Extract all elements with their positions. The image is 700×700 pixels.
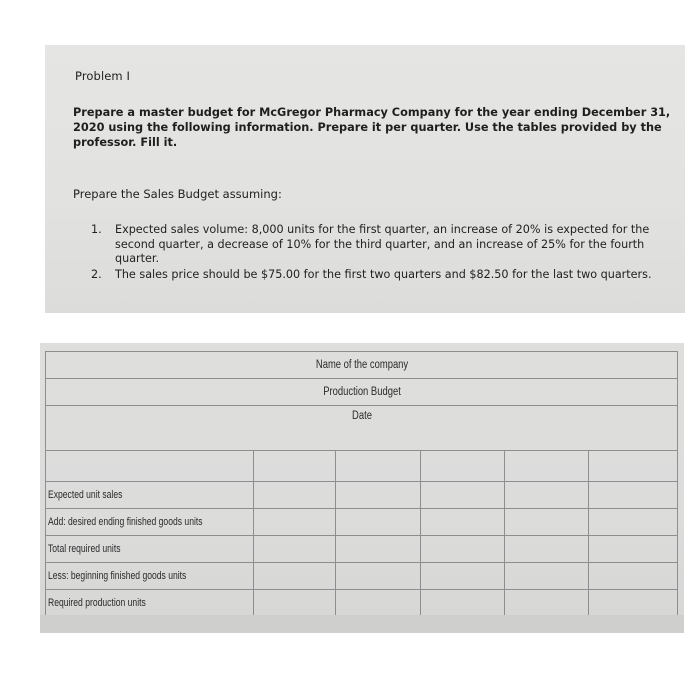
table-cell[interactable] <box>505 590 589 617</box>
table-cell[interactable] <box>589 536 678 563</box>
list-item <box>91 223 671 267</box>
table-row <box>46 563 678 590</box>
problem-label: Problem I <box>75 69 130 83</box>
table-cell[interactable] <box>589 563 678 590</box>
sheet-footer-strip <box>40 615 684 633</box>
table-cell[interactable] <box>589 451 678 482</box>
table-row <box>46 509 678 536</box>
table-cell[interactable] <box>421 451 505 482</box>
row-label-desired-ending-units: Add: desired ending finished goods units <box>46 509 254 536</box>
table-cell[interactable] <box>336 590 421 617</box>
table-row <box>46 536 678 563</box>
production-budget-photo <box>40 343 684 633</box>
table-cell[interactable] <box>505 451 589 482</box>
production-budget-table <box>45 351 678 617</box>
table-cell[interactable] <box>336 536 421 563</box>
table-row <box>46 406 678 451</box>
table-row <box>46 352 678 379</box>
table-row <box>46 451 678 482</box>
budget-title-cell: Production Budget <box>102 379 620 406</box>
table-row <box>46 379 678 406</box>
table-cell[interactable] <box>254 590 336 617</box>
table-cell[interactable] <box>421 536 505 563</box>
table-cell[interactable] <box>589 482 678 509</box>
problem-statement-photo <box>45 45 685 313</box>
sales-budget-heading: Prepare the Sales Budget assuming: <box>73 187 282 201</box>
table-cell[interactable] <box>505 563 589 590</box>
table-cell[interactable] <box>254 451 336 482</box>
list-item-number: 1. <box>91 223 102 236</box>
problem-intro: Prepare a master budget for McGregor Pharmacy Company for the year ending December 31, 2020 using the following information. Prepare it per quarter. Use the tables provided by the professor. Fill it. <box>73 106 671 149</box>
table-cell[interactable] <box>254 482 336 509</box>
table-cell[interactable] <box>336 451 421 482</box>
table-cell[interactable] <box>421 563 505 590</box>
row-label-required-production: Required production units <box>46 590 254 617</box>
table-cell[interactable] <box>336 482 421 509</box>
table-cell[interactable] <box>505 536 589 563</box>
list-item-text: The sales price should be $75.00 for the first two quarters and $82.50 for the last two quarters. <box>115 267 652 281</box>
table-cell[interactable] <box>336 509 421 536</box>
list-item-text: Expected sales volume: 8,000 units for the first quarter, an increase of 20% is expected for the second quarter, a decrease of 10% for the third quarter, and an increase of 25% for the fourth quarter. <box>115 223 650 265</box>
table-cell[interactable] <box>46 451 254 482</box>
date-cell: Date <box>102 406 620 451</box>
table-cell[interactable] <box>336 563 421 590</box>
table-cell[interactable] <box>589 590 678 617</box>
table-cell[interactable] <box>505 482 589 509</box>
table-cell[interactable] <box>254 536 336 563</box>
table-cell[interactable] <box>421 509 505 536</box>
table-row <box>46 482 678 509</box>
assumptions-list <box>91 223 671 283</box>
list-item-number: 2. <box>91 267 102 281</box>
table-row <box>46 590 678 617</box>
row-label-beginning-units: Less: beginning finished goods units <box>46 563 254 590</box>
table-cell[interactable] <box>421 590 505 617</box>
table-cell[interactable] <box>254 509 336 536</box>
row-label-total-required-units: Total required units <box>46 536 254 563</box>
table-cell[interactable] <box>505 509 589 536</box>
company-name-cell: Name of the company <box>102 352 620 379</box>
row-label-expected-unit-sales: Expected unit sales <box>46 482 254 509</box>
table-cell[interactable] <box>254 563 336 590</box>
table-cell[interactable] <box>421 482 505 509</box>
table-cell[interactable] <box>589 509 678 536</box>
list-item <box>91 268 671 283</box>
